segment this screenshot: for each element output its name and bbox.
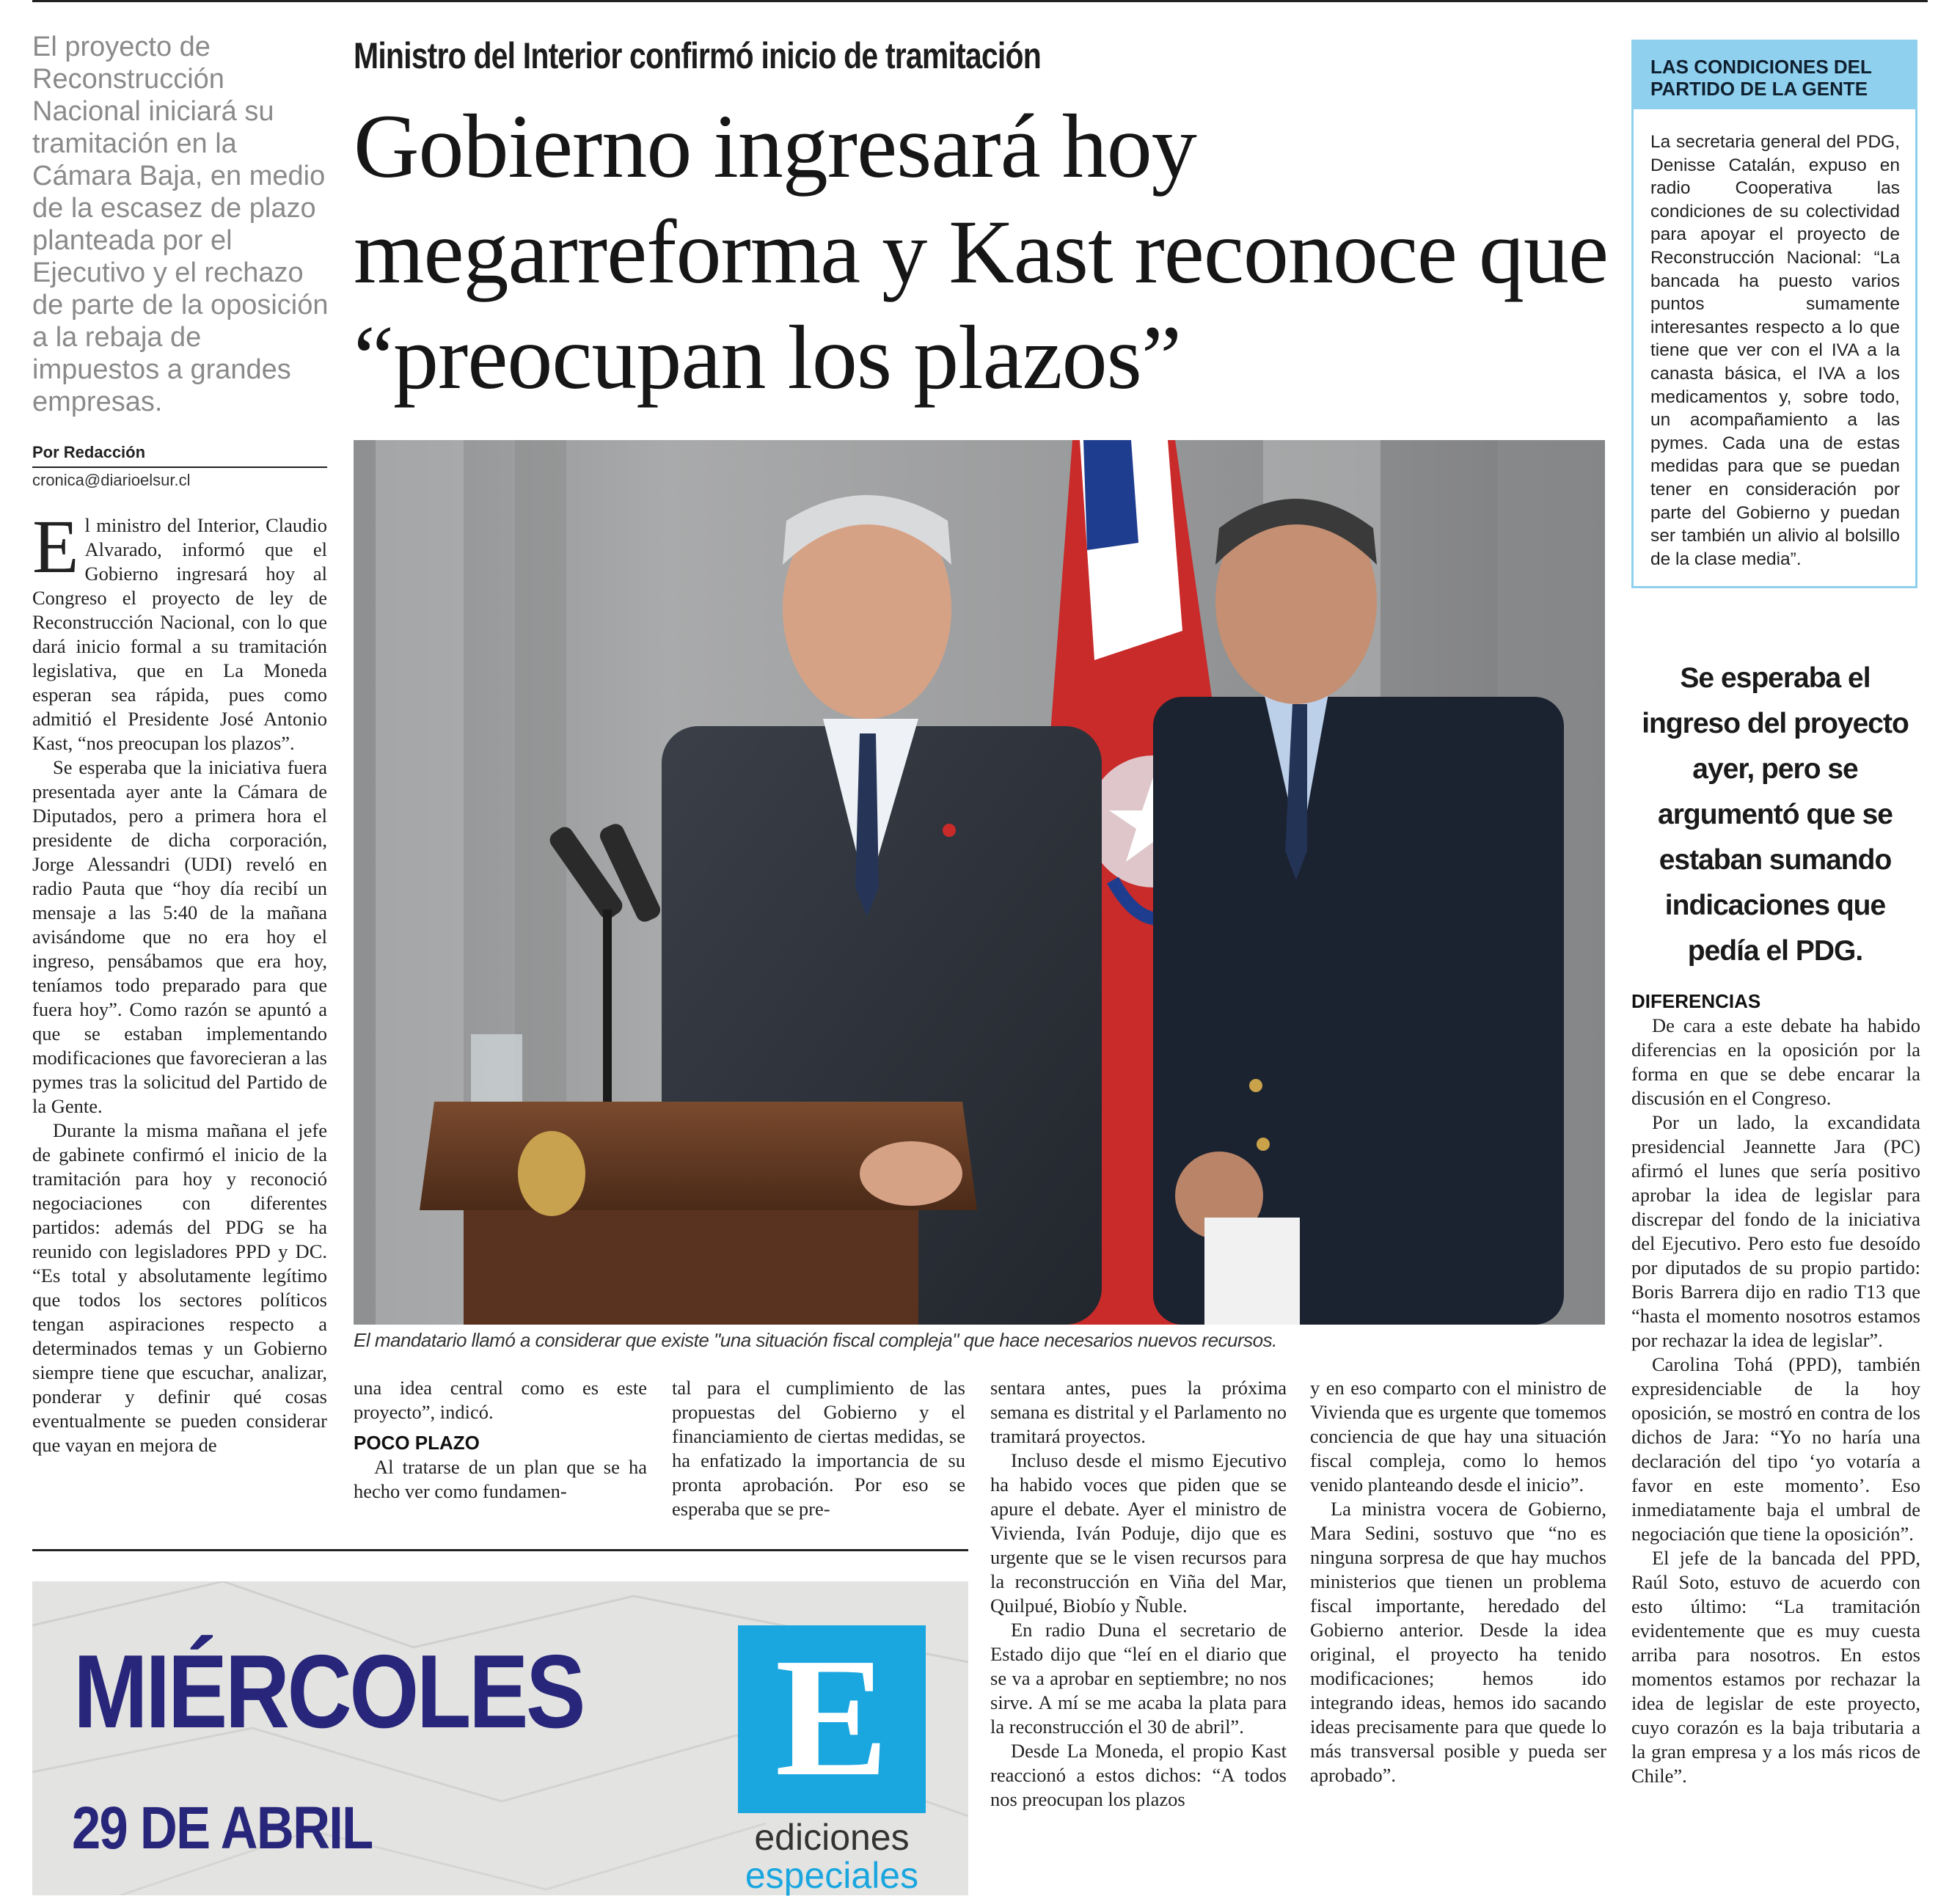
col2-paragraph-2: Al tratarse de un plan que se ha hecho ver como fundamen-: [354, 1456, 647, 1502]
sidebar-body: La secretaria general del PDG, Denisse Catalán, expuso en radio Cooperativa las condiciones de su colectividad para apoyar el proyecto de Reconstrucción Nacional: “La bancada ha puesto varios puntos sumamente interesantes respecto a lo que tiene que ver con el IVA a la canasta básica, el IVA a los medicamentos y, sobre todo, un acompañamiento a las pymes. Cada una de estas medidas para que se puedan tener en consideración por parte del Gobierno y puedan ser también un alivio al bolsillo de la clase media”.: [1650, 132, 1900, 569]
col4-paragraph-2: Incluso desde el mismo Ejecutivo ha habido voces que piden que se apure el debate. Ayer el ministro de Vivienda, Iván Poduje, dijo que es urgente que se le visen recursos para la reconstrucción en Viña del Mar, Quilpué, Biobío y Ñuble.: [990, 1449, 1287, 1617]
right-paragraph-4: El jefe de la bancada del PPD, Raúl Soto, estuvo de acuerdo con esto último: “La tramitación evidentemente que es muy cuesta arriba para nosotros. En estos momentos estamos por rechazar la idea de legislar de este proyecto, cuyo corazón es la baja tributaria a la gran empresa y a los más ricos de Chile”.: [1631, 1547, 1920, 1787]
col4-paragraph-4: Desde La Moneda, el propio Kast reaccionó a estos dichos: “A todos nos preocupan los plazos: [990, 1740, 1287, 1810]
photo-caption: El mandatario llamó a considerar que existe "una situación fiscal compleja" que hace necesarios nuevos recursos.: [354, 1329, 1277, 1351]
column-4: [990, 1376, 1287, 1812]
col5-paragraph-1: y en eso comparto con el ministro de Vivienda que es urgente que tomemos conciencia de que hay una situación fiscal compleja, como lo hemos venido planteando desde el inicio”.: [1310, 1377, 1606, 1496]
lede: El proyecto de Reconstrucción Nacional iniciará su tramitación en la Cámara Baja, en medio de la escasez de plazo planteada por el Ejecutivo y el rechazo de parte de la oposición a la rebaja de impuestos a grandes empresas.: [32, 32, 329, 417]
headline: Gobierno ingresará hoy megarreforma y Kast reconoce que “preocupan los plazos”: [354, 96, 1608, 408]
pull-quote: Se esperaba el ingreso del proyecto ayer, pero se argumentó que se estaban sumando indicaciones que pedía el PDG.: [1642, 662, 1909, 967]
col1-paragraph-3: Durante la misma mañana el jefe de gabinete confirmó el inicio de la tramitación para hoy y reconoció negociaciones con diferentes partidos: además del PDG se ha reunido con legisladores PPD y DC. “Es total y absolutamente legítimo que todos los sectores políticos tengan aspiraciones respecto a determinados temas y un Gobierno siempre tiene que escuchar, analizar, ponderar y definir qué cosas eventualmente se pueden considerar que vayan en mejora de: [32, 1119, 327, 1456]
right-column: [1631, 989, 1920, 1788]
col4-paragraph-1: sentara antes, pues la próxima semana es distrital y el Parlamento no tramitará proyectos.: [990, 1377, 1287, 1447]
subhead-diferencias: DIFERENCIAS: [1631, 990, 1761, 1012]
news-photo: [354, 440, 1605, 1325]
ediciones-logo-text: ediciones: [754, 1817, 910, 1858]
sidebar-title: LAS CONDICIONES DEL PARTIDO DE LA GENTE: [1650, 56, 1872, 100]
kicker: Ministro del Interior confirmó inicio de tramitación: [354, 35, 1041, 76]
promo-rule: [32, 1549, 968, 1551]
especiales-logo-text: especiales: [745, 1855, 919, 1896]
col5-paragraph-2: La ministra vocera de Gobierno, Mara Sedini, sostuvo que “no es ninguna sorpresa de que hay muchos ministerios que tienen un problema fiscal importante, heredado del Gobierno anterior. Desde la idea original, el proyecto ha tenido modificaciones; hemos ido integrando ideas, hemos ido sacando ideas precisamente para que quede lo más transversal posible y pueda ser aprobado”.: [1310, 1498, 1606, 1786]
subhead-poco-plazo: POCO PLAZO: [354, 1432, 480, 1454]
top-rule: [32, 0, 1928, 2]
byline-author: Por Redacción: [32, 443, 146, 461]
column-3: [672, 1376, 965, 1521]
right-paragraph-1: De cara a este debate ha habido diferencias en la oposición por la forma en que se debe encarar la discusión en el Congreso.: [1631, 1014, 1920, 1109]
column-1: [32, 505, 327, 1457]
column-2: [354, 1376, 647, 1504]
right-paragraph-3: Carolina Tohá (PPD), también expresidenciable de la hoy oposición, se mostró en contra de los dichos de Jara: “Yo no haría una declaración del tipo ‘yo votaría a favor en este momento’. Eso inmediatamente baja el umbral de negociación que tiene la oposición”.: [1631, 1353, 1920, 1545]
col4-paragraph-3: En radio Duna el secretario de Estado dijo que “leí en el diario que se va a aprobar en septiembre; no nos sirve. A mí se me acaba la plata para la reconstrucción el 30 de abril”.: [990, 1619, 1287, 1738]
col2-paragraph-1: una idea central como es este proyecto”, indicó.: [354, 1377, 647, 1423]
drop-cap: E: [32, 505, 79, 589]
ediciones-logo-letter: E: [775, 1623, 889, 1812]
col1-paragraph-1: l ministro del Interior, Claudio Alvarado, informó que el Gobierno ingresará hoy al Congreso el proyecto de ley de Reconstrucción Nacional, con lo que dará inicio formal a su tramitación legislativa, que en La Moneda esperan sea rápida, pues como admitió el Presidente José Antonio Kast, “nos preocupan los plazos”.: [32, 514, 327, 754]
byline-email: cronica@diarioelsur.cl: [32, 471, 191, 489]
col3-paragraph-1: tal para el cumplimiento de las propuestas del Gobierno y el financiamiento de ciertas medidas, se ha enfatizado la importancia de su pronta aprobación. Por eso se esperaba que se pre-: [672, 1377, 965, 1520]
col1-paragraph-2: Se esperaba que la iniciativa fuera presentada ayer ante la Cámara de Diputados, pero a primera hora el presidente de dicha corporación, Jorge Alessandri (UDI) reveló en radio Pauta que “hoy día recibí un mensaje a las 5:40 de la mañana avisándome que no era hoy el ingreso, pensábamos que era hoy, teníamos todo preparado para que fuera hoy”. Como razón se apuntó a que se estaban implementando modificaciones que favorecieran a las pymes tras la solicitud del Partido de la Gente.: [32, 756, 327, 1117]
column-5: [1310, 1376, 1606, 1787]
promo-weekday: MIÉRCOLES: [73, 1633, 584, 1750]
right-paragraph-2: Por un lado, la excandidata presidencial Jeannette Jara (PC) afirmó el lunes que sería positivo aprobar la idea de legislar para discrepar del fondo de la iniciativa del Ejecutivo. Pero esto fue desoído por diputados de su propio partido: Boris Barrera dijo en radio T13 que “hasta el momento nosotros estamos por rechazar la idea de legislar”.: [1631, 1111, 1920, 1351]
byline-rule: [32, 466, 327, 468]
promo-date: 29 DE ABRIL: [72, 1795, 373, 1862]
